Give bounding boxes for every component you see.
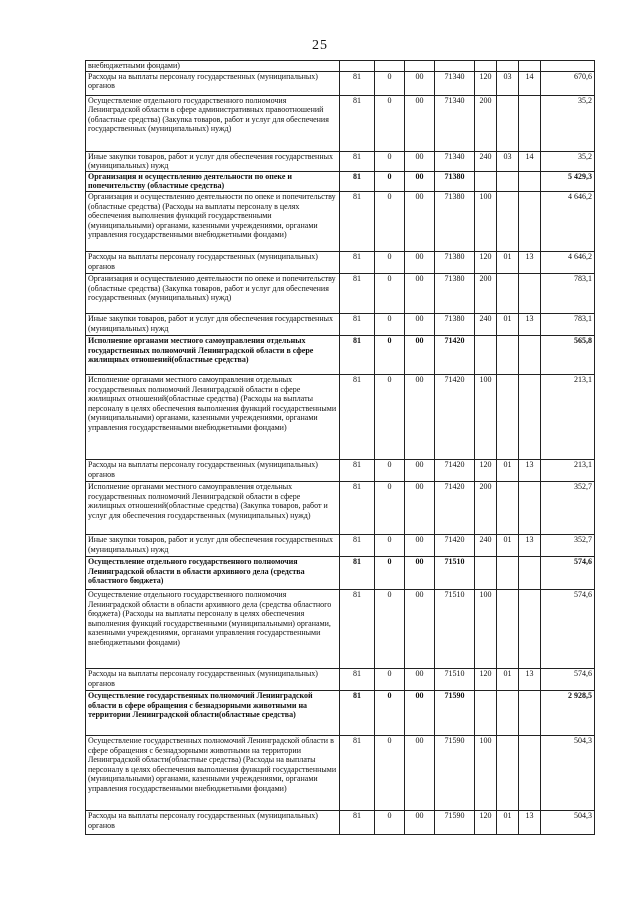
code-cell-3: 00 bbox=[405, 273, 435, 313]
code-cell-7 bbox=[519, 61, 541, 72]
amount-cell: 35,2 bbox=[541, 95, 595, 151]
table-row bbox=[86, 374, 595, 459]
amount-cell: 504,3 bbox=[541, 810, 595, 834]
code-cell-2: 0 bbox=[375, 459, 405, 481]
code-cell-5: 120 bbox=[475, 251, 497, 273]
amount-cell: 213,1 bbox=[541, 374, 595, 459]
code-cell-2: 0 bbox=[375, 171, 405, 191]
code-cell-1: 81 bbox=[340, 95, 375, 151]
amount-cell: 4 646,2 bbox=[541, 191, 595, 251]
code-cell-5 bbox=[475, 690, 497, 735]
code-cell-7 bbox=[519, 171, 541, 191]
item-name-cell: Расходы на выплаты персоналу государственных (муниципальных) органов bbox=[86, 71, 340, 95]
code-cell-1: 81 bbox=[340, 151, 375, 171]
code-cell-6: 01 bbox=[497, 810, 519, 834]
item-name-cell: Расходы на выплаты персоналу государственных (муниципальных) органов bbox=[86, 810, 340, 834]
code-cell-5 bbox=[475, 171, 497, 191]
item-name-cell: Осуществление отдельного государственного полномочия Ленинградской области в сфере административных правоотношений (областные средства) (Закупка товаров, работ и услуг для обеспечения государственных (муниципальных) нужд) bbox=[86, 95, 340, 151]
code-cell-6 bbox=[497, 589, 519, 668]
code-cell-4: 71420 bbox=[435, 534, 475, 556]
code-cell-7: 14 bbox=[519, 71, 541, 95]
code-cell-4: 71590 bbox=[435, 690, 475, 735]
code-cell-1: 81 bbox=[340, 71, 375, 95]
code-cell-4: 71420 bbox=[435, 481, 475, 534]
table-row bbox=[86, 589, 595, 668]
code-cell-1: 81 bbox=[340, 273, 375, 313]
code-cell-4: 71340 bbox=[435, 95, 475, 151]
code-cell-3 bbox=[405, 61, 435, 72]
code-cell-2: 0 bbox=[375, 151, 405, 171]
code-cell-6 bbox=[497, 171, 519, 191]
code-cell-5: 100 bbox=[475, 191, 497, 251]
code-cell-5: 100 bbox=[475, 374, 497, 459]
code-cell-6 bbox=[497, 556, 519, 589]
amount-cell: 783,1 bbox=[541, 313, 595, 335]
table-row bbox=[86, 71, 595, 95]
code-cell-6: 01 bbox=[497, 313, 519, 335]
code-cell-7 bbox=[519, 273, 541, 313]
code-cell-2: 0 bbox=[375, 534, 405, 556]
code-cell-3: 00 bbox=[405, 589, 435, 668]
code-cell-7: 13 bbox=[519, 313, 541, 335]
code-cell-2: 0 bbox=[375, 191, 405, 251]
amount-cell: 504,3 bbox=[541, 735, 595, 810]
code-cell-2: 0 bbox=[375, 481, 405, 534]
code-cell-3: 00 bbox=[405, 71, 435, 95]
amount-cell: 213,1 bbox=[541, 459, 595, 481]
table-row bbox=[86, 313, 595, 335]
amount-cell: 352,7 bbox=[541, 481, 595, 534]
code-cell-1: 81 bbox=[340, 810, 375, 834]
amount-cell: 574,6 bbox=[541, 589, 595, 668]
code-cell-5: 240 bbox=[475, 151, 497, 171]
item-name-cell: Расходы на выплаты персоналу государственных (муниципальных) органов bbox=[86, 459, 340, 481]
code-cell-7 bbox=[519, 556, 541, 589]
amount-cell bbox=[541, 61, 595, 72]
code-cell-4: 71380 bbox=[435, 313, 475, 335]
code-cell-5: 240 bbox=[475, 313, 497, 335]
code-cell-1: 81 bbox=[340, 459, 375, 481]
item-name-cell: внебюджетными фондами) bbox=[86, 61, 340, 72]
code-cell-2 bbox=[375, 61, 405, 72]
code-cell-4: 71420 bbox=[435, 459, 475, 481]
code-cell-5 bbox=[475, 556, 497, 589]
code-cell-6: 03 bbox=[497, 151, 519, 171]
item-name-cell: Расходы на выплаты персоналу государственных (муниципальных) органов bbox=[86, 668, 340, 690]
table-row bbox=[86, 273, 595, 313]
table-row bbox=[86, 191, 595, 251]
code-cell-1 bbox=[340, 61, 375, 72]
code-cell-6 bbox=[497, 95, 519, 151]
code-cell-5: 100 bbox=[475, 589, 497, 668]
code-cell-1: 81 bbox=[340, 171, 375, 191]
code-cell-1: 81 bbox=[340, 481, 375, 534]
item-name-cell: Расходы на выплаты персоналу государственных (муниципальных) органов bbox=[86, 251, 340, 273]
code-cell-7: 13 bbox=[519, 251, 541, 273]
budget-table bbox=[85, 60, 595, 835]
amount-cell: 35,2 bbox=[541, 151, 595, 171]
code-cell-6 bbox=[497, 481, 519, 534]
code-cell-1: 81 bbox=[340, 191, 375, 251]
code-cell-2: 0 bbox=[375, 273, 405, 313]
amount-cell: 670,6 bbox=[541, 71, 595, 95]
code-cell-6: 01 bbox=[497, 251, 519, 273]
amount-cell: 783,1 bbox=[541, 273, 595, 313]
code-cell-3: 00 bbox=[405, 668, 435, 690]
page-number: 25 bbox=[312, 38, 328, 53]
code-cell-6 bbox=[497, 735, 519, 810]
amount-cell: 2 928,5 bbox=[541, 690, 595, 735]
code-cell-4: 71510 bbox=[435, 668, 475, 690]
code-cell-4: 71380 bbox=[435, 171, 475, 191]
code-cell-5: 120 bbox=[475, 459, 497, 481]
code-cell-2: 0 bbox=[375, 556, 405, 589]
code-cell-4: 71340 bbox=[435, 71, 475, 95]
code-cell-1: 81 bbox=[340, 668, 375, 690]
table-row bbox=[86, 534, 595, 556]
amount-cell: 574,6 bbox=[541, 556, 595, 589]
code-cell-6 bbox=[497, 273, 519, 313]
code-cell-5 bbox=[475, 335, 497, 374]
table-row bbox=[86, 151, 595, 171]
code-cell-2: 0 bbox=[375, 374, 405, 459]
code-cell-5: 200 bbox=[475, 481, 497, 534]
item-name-cell: Осуществление отдельного государственного полномочия Ленинградской области в области архивного дела (средства областного бюджета) (Расходы на выплаты персоналу в целях обеспечения выполнения функций государственными (муниципальными) органами, казенными учреждениями, органами управления государственными внебюджетными фондами) bbox=[86, 589, 340, 668]
code-cell-6 bbox=[497, 191, 519, 251]
code-cell-6: 01 bbox=[497, 459, 519, 481]
table-row bbox=[86, 556, 595, 589]
table-row bbox=[86, 690, 595, 735]
table-row bbox=[86, 171, 595, 191]
code-cell-4: 71380 bbox=[435, 191, 475, 251]
code-cell-3: 00 bbox=[405, 374, 435, 459]
code-cell-6 bbox=[497, 690, 519, 735]
code-cell-4: 71380 bbox=[435, 251, 475, 273]
code-cell-5 bbox=[475, 61, 497, 72]
budget-table-body bbox=[86, 61, 595, 835]
code-cell-3: 00 bbox=[405, 191, 435, 251]
code-cell-4: 71420 bbox=[435, 335, 475, 374]
table-row bbox=[86, 61, 595, 72]
table-row bbox=[86, 95, 595, 151]
code-cell-6 bbox=[497, 61, 519, 72]
item-name-cell: Осуществление государственных полномочий Ленинградской области в сфере обращения с безнадзорными животными на территории Ленинградской области(областные средства) bbox=[86, 690, 340, 735]
code-cell-5: 120 bbox=[475, 71, 497, 95]
code-cell-1: 81 bbox=[340, 251, 375, 273]
table-row bbox=[86, 735, 595, 810]
code-cell-5: 200 bbox=[475, 273, 497, 313]
code-cell-5: 120 bbox=[475, 668, 497, 690]
code-cell-7 bbox=[519, 735, 541, 810]
code-cell-4: 71380 bbox=[435, 273, 475, 313]
amount-cell: 4 646,2 bbox=[541, 251, 595, 273]
code-cell-3: 00 bbox=[405, 556, 435, 589]
code-cell-7: 13 bbox=[519, 668, 541, 690]
code-cell-2: 0 bbox=[375, 589, 405, 668]
code-cell-2: 0 bbox=[375, 71, 405, 95]
amount-cell: 574,6 bbox=[541, 668, 595, 690]
code-cell-6: 03 bbox=[497, 71, 519, 95]
item-name-cell: Исполнение органами местного самоуправления отдельных государственных полномочий Ленинградской области в сфере жилищных отношений(областные средства) (Расходы на выплаты персоналу в целях обеспечения выполнения функций государственными (муниципальными) органами, казенными учреждениями, органами управления государственными внебюджетными фондами) bbox=[86, 374, 340, 459]
code-cell-6 bbox=[497, 335, 519, 374]
table-row bbox=[86, 459, 595, 481]
code-cell-7: 13 bbox=[519, 534, 541, 556]
table-row bbox=[86, 668, 595, 690]
item-name-cell: Иные закупки товаров, работ и услуг для обеспечения государственных (муниципальных) нужд bbox=[86, 313, 340, 335]
item-name-cell: Осуществление отдельного государственного полномочия Ленинградской области в области архивного дела (средства областного бюджета) bbox=[86, 556, 340, 589]
code-cell-5: 200 bbox=[475, 95, 497, 151]
code-cell-5: 100 bbox=[475, 735, 497, 810]
code-cell-2: 0 bbox=[375, 313, 405, 335]
code-cell-5: 120 bbox=[475, 810, 497, 834]
code-cell-7 bbox=[519, 191, 541, 251]
table-row bbox=[86, 481, 595, 534]
code-cell-1: 81 bbox=[340, 690, 375, 735]
code-cell-7 bbox=[519, 374, 541, 459]
code-cell-2: 0 bbox=[375, 335, 405, 374]
code-cell-6: 01 bbox=[497, 668, 519, 690]
code-cell-1: 81 bbox=[340, 374, 375, 459]
code-cell-5: 240 bbox=[475, 534, 497, 556]
code-cell-7 bbox=[519, 481, 541, 534]
code-cell-6: 01 bbox=[497, 534, 519, 556]
code-cell-4: 71420 bbox=[435, 374, 475, 459]
code-cell-7 bbox=[519, 690, 541, 735]
item-name-cell: Исполнение органами местного самоуправления отдельных государственных полномочий Ленинградской области в сфере жилищных отношений(областные средства) (Закупка товаров, работ и услуг для обеспечения государственных (муниципальных) нужд) bbox=[86, 481, 340, 534]
code-cell-3: 00 bbox=[405, 459, 435, 481]
code-cell-3: 00 bbox=[405, 534, 435, 556]
code-cell-4: 71510 bbox=[435, 589, 475, 668]
code-cell-4: 71340 bbox=[435, 151, 475, 171]
code-cell-7: 13 bbox=[519, 810, 541, 834]
item-name-cell: Иные закупки товаров, работ и услуг для обеспечения государственных (муниципальных) нужд bbox=[86, 151, 340, 171]
code-cell-1: 81 bbox=[340, 534, 375, 556]
table-row bbox=[86, 251, 595, 273]
code-cell-7: 14 bbox=[519, 151, 541, 171]
amount-cell: 352,7 bbox=[541, 534, 595, 556]
code-cell-1: 81 bbox=[340, 335, 375, 374]
amount-cell: 5 429,3 bbox=[541, 171, 595, 191]
item-name-cell: Организация и осуществлению деятельности по опеке и попечительству (областные средства) bbox=[86, 171, 340, 191]
code-cell-7 bbox=[519, 589, 541, 668]
code-cell-2: 0 bbox=[375, 690, 405, 735]
code-cell-2: 0 bbox=[375, 735, 405, 810]
table-row bbox=[86, 335, 595, 374]
code-cell-6 bbox=[497, 374, 519, 459]
code-cell-2: 0 bbox=[375, 95, 405, 151]
code-cell-4 bbox=[435, 61, 475, 72]
code-cell-3: 00 bbox=[405, 95, 435, 151]
item-name-cell: Иные закупки товаров, работ и услуг для обеспечения государственных (муниципальных) нужд bbox=[86, 534, 340, 556]
code-cell-3: 00 bbox=[405, 251, 435, 273]
code-cell-4: 71590 bbox=[435, 810, 475, 834]
code-cell-2: 0 bbox=[375, 668, 405, 690]
code-cell-7 bbox=[519, 335, 541, 374]
item-name-cell: Осуществление государственных полномочий Ленинградской области в сфере обращения с безнадзорными животными на территории Ленинградской области(областные средства) (Расходы на выплаты персоналу в целях обеспечения выполнения функций государственными (муниципальными) органами, казенными учреждениями, органами управления государственными внебюджетными фондами) bbox=[86, 735, 340, 810]
code-cell-7: 13 bbox=[519, 459, 541, 481]
amount-cell: 565,8 bbox=[541, 335, 595, 374]
code-cell-3: 00 bbox=[405, 171, 435, 191]
item-name-cell: Организация и осуществлению деятельности по опеке и попечительству (областные средства) (Расходы на выплаты персоналу в целях обеспечения выполнения функций государственными (муниципальными) органами, казенными учреждениями, органами управления государственными внебюджетными фондами) bbox=[86, 191, 340, 251]
code-cell-1: 81 bbox=[340, 313, 375, 335]
code-cell-1: 81 bbox=[340, 735, 375, 810]
item-name-cell: Организация и осуществлению деятельности по опеке и попечительству (областные средства) (Закупка товаров, работ и услуг для обеспечения государственных (муниципальных) нужд) bbox=[86, 273, 340, 313]
code-cell-7 bbox=[519, 95, 541, 151]
item-name-cell: Исполнение органами местного самоуправления отдельных государственных полномочий Ленинградской области в сфере жилищных отношений(областные средства) bbox=[86, 335, 340, 374]
code-cell-3: 00 bbox=[405, 690, 435, 735]
table-row bbox=[86, 810, 595, 834]
code-cell-1: 81 bbox=[340, 556, 375, 589]
code-cell-3: 00 bbox=[405, 335, 435, 374]
code-cell-2: 0 bbox=[375, 810, 405, 834]
code-cell-3: 00 bbox=[405, 151, 435, 171]
code-cell-3: 00 bbox=[405, 735, 435, 810]
code-cell-1: 81 bbox=[340, 589, 375, 668]
code-cell-4: 71590 bbox=[435, 735, 475, 810]
code-cell-4: 71510 bbox=[435, 556, 475, 589]
code-cell-3: 00 bbox=[405, 313, 435, 335]
code-cell-2: 0 bbox=[375, 251, 405, 273]
code-cell-3: 00 bbox=[405, 810, 435, 834]
code-cell-3: 00 bbox=[405, 481, 435, 534]
